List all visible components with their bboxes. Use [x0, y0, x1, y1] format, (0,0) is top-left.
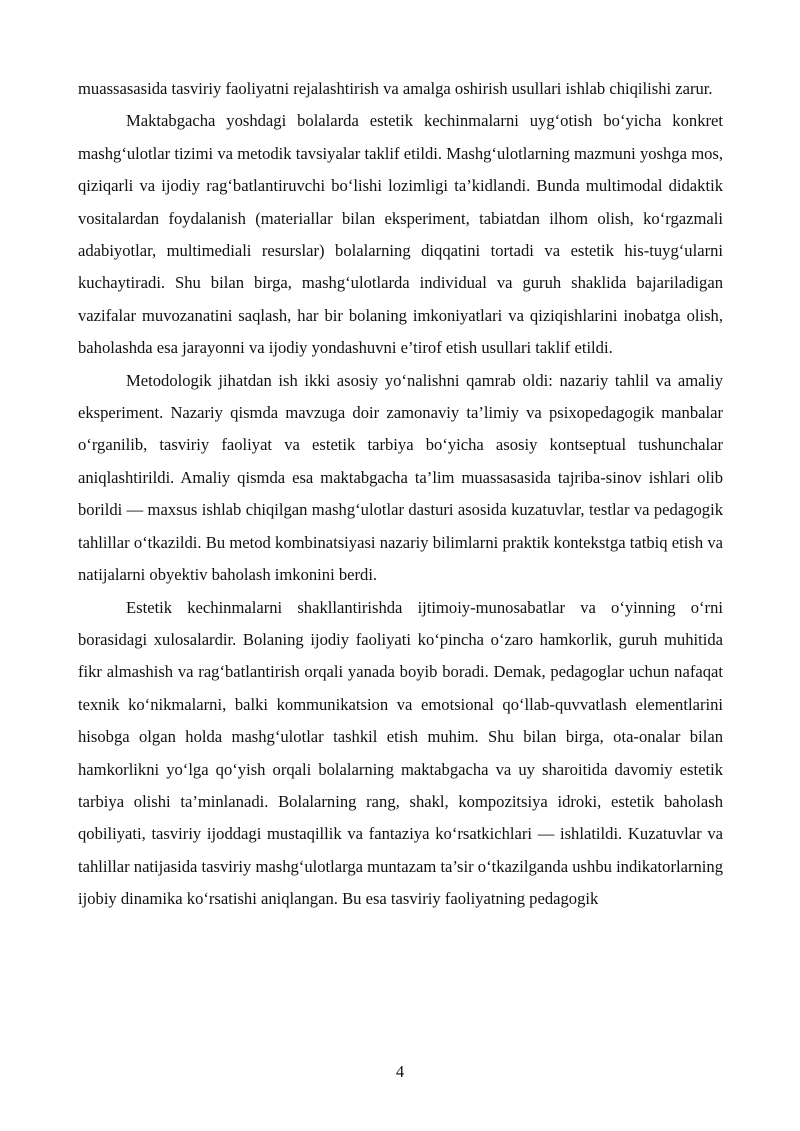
paragraph-continuation: muassasasida tasviriy faoliyatni rejalashtirish va amalga oshirish usullari ishlab chiqilishi zarur.	[78, 79, 713, 98]
paragraph-conclusions: Estetik kechinmalarni shakllantirishda ijtimoiy-munosabatlar va o‘yinning o‘rni borasidagi xulosalardir. Bolaning ijodiy faoliyati ko‘pincha o‘zaro hamkorlik, guruh muhitida fikr almashish va rag‘batlantirish orqali yanada boyib boradi. Demak, pedagoglar uchun nafaqat texnik ko‘nikmalarni, balki kommunikatsion va emotsional qo‘llab-quvvatlash elementlarini hisobga olgan holda mashg‘ulotlar tashkil etish muhim. Shu bilan birga, ota-onalar bilan hamkorlikni yo‘lga qo‘yish orqali bolalarning maktabgacha va uy sharoitida davomiy estetik tarbiya olishi ta’minlanadi. Bolalarning rang, shakl, kompozitsiya idroki, estetik baholash qobiliyati, tasviriy ijoddagi mustaqillik va fantaziya ko‘rsatkichlari — ishlatildi. Kuzatuvlar va tahlillar natijasida tasviriy mashg‘ulotlarga muntazam ta’sir o‘tkazilganda ushbu indikatorlarning ijobiy dinamika ko‘rsatishi aniqlangan. Bu esa tasviriy faoliyatning pedagogik	[78, 597, 723, 909]
page-number: 4	[395, 1062, 405, 1081]
paragraph-methodology: Metodologik jihatdan ish ikki asosiy yo‘nalishni qamrab oldi: nazariy tahlil va amaliy eksperiment. Nazariy qismda mavzuga doir zamonaviy ta’limiy va psixopedagogik manbalar o‘rganilib, tasviriy faoliyat va estetik tarbiya bo‘yicha asosiy kontseptual tushunchalar aniqlashtirildi. Amaliy qismda esa maktabgacha ta’lim muassasasida tajriba-sinov ishlari olib borildi — maxsus ishlab chiqilgan mashg‘ulotlar dasturi asosida kuzatuvlar, testlar va pedagogik tahlillar o‘tkazildi. Bu metod kombinatsiyasi nazariy bilimlarni praktik kontekstga tatbiq etish va natijalarni obyektiv baholash imkonini berdi.	[78, 370, 723, 585]
document-body	[78, 73, 723, 916]
paragraph-recommendations: Maktabgacha yoshdagi bolalarda estetik kechinmalarni uyg‘otish bo‘yicha konkret mashg‘ulotlar tizimi va metodik tavsiyalar taklif etildi. Mashg‘ulotlarning mazmuni yoshga mos, qiziqarli va ijodiy rag‘batlantiruvchi bo‘lishi lozimligi ta’kidlandi. Bunda multimodal didaktik vositalardan foydalanish (materiallar bilan eksperiment, tabiatdan ilhom olish, ko‘rgazmali adabiyotlar, multimediali resurslar) bolalarning diqqatini tortadi va estetik his-tuyg‘ularni kuchaytiradi. Shu bilan birga, mashg‘ulotlarda individual va guruh shaklida bajariladigan vazifalar muvozanatini saqlash, har bir bolaning imkoniyatlari va qiziqishlarini inobatga olish, baholashda esa jarayonni va ijodiy yondashuvni e’tirof etish usullari taklif etildi.	[78, 111, 723, 358]
